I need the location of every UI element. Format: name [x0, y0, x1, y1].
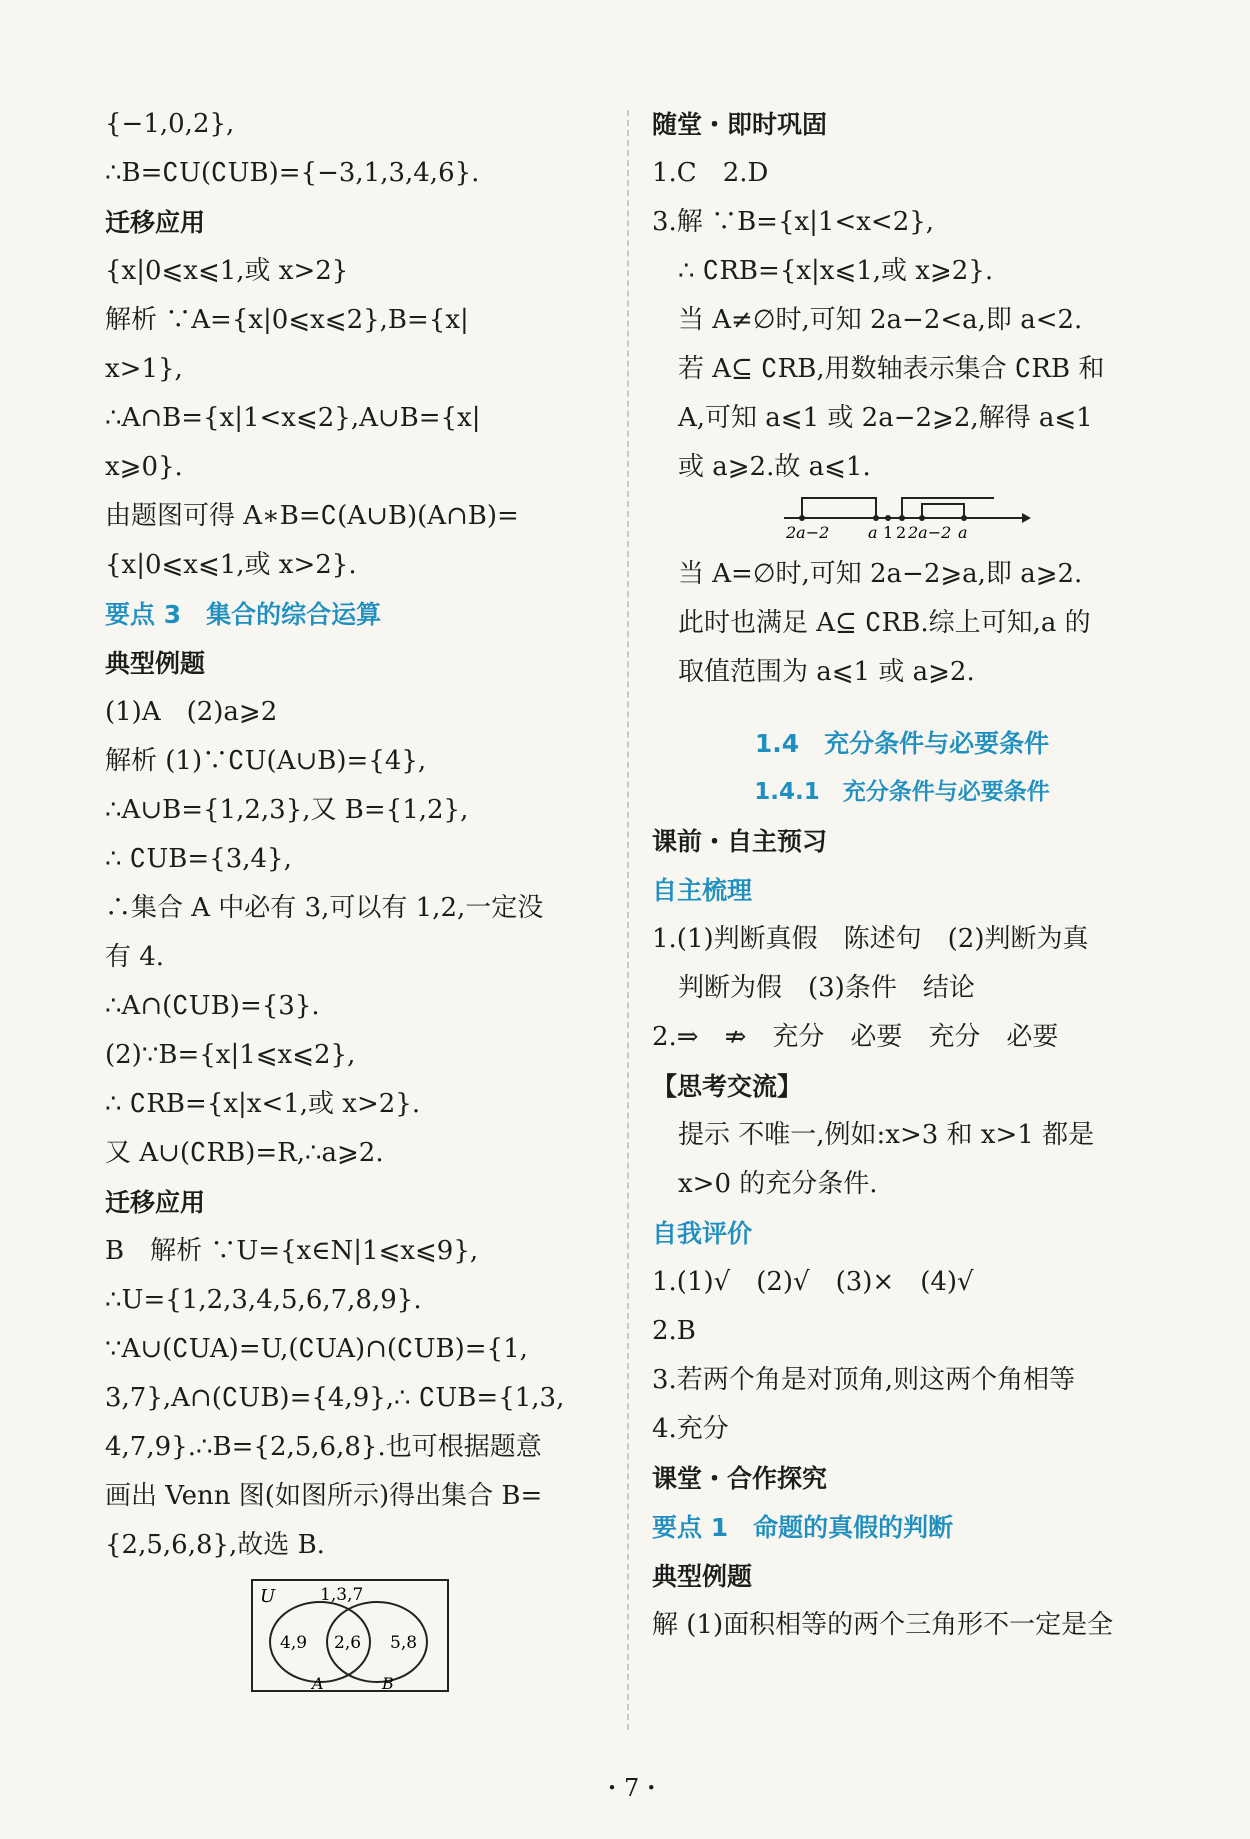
text-line: 由题图可得 A∗B=∁(A∪B)(A∩B)= — [105, 501, 519, 531]
answer-line: 1.C 2.D — [652, 158, 769, 188]
text-line: 解 (1)面积相等的两个三角形不一定是全 — [652, 1610, 1114, 1640]
text-line: 提示 不唯一,例如:x>3 和 x>1 都是 — [678, 1120, 1095, 1150]
tick-label: 2 — [896, 523, 907, 542]
tick-label: 2a−2 — [786, 523, 830, 542]
text-line: ∵A∪(∁UA)=U,(∁UA)∩(∁UB)={1, — [105, 1334, 528, 1364]
tick-label: a — [958, 523, 968, 542]
text-line: ∴A∪B={1,2,3},又 B={1,2}, — [105, 795, 469, 825]
spacer — [652, 697, 1152, 719]
text-line: 画出 Venn 图(如图所示)得出集合 B= — [105, 1481, 543, 1511]
venn-intersection: 2,6 — [334, 1633, 362, 1653]
point-marker — [873, 515, 879, 521]
text-line: ∴集合 A 中必有 3,可以有 1,2,一定没 — [105, 893, 544, 923]
text-line: ∴A∩B={x|1<x⩽2},A∪B={x| — [105, 403, 481, 433]
text-line: 若 A⊆ ∁RB,用数轴表示集合 ∁RB 和 — [678, 354, 1105, 384]
text-line: 1.(1)√ (2)√ (3)× (4)√ — [652, 1267, 974, 1297]
text-line: A,可知 a⩽1 或 2a−2⩾2,解得 a⩽1 — [678, 403, 1093, 433]
column-divider — [627, 110, 630, 1730]
text-line: ∴ ∁RB={x|x<1,或 x>2}. — [105, 1089, 421, 1119]
left-column — [105, 100, 605, 1697]
text-line: 解析 ∵A={x|0⩽x⩽2},B={x| — [105, 305, 469, 335]
tick-label: 1 — [883, 523, 894, 542]
text-line: (2)∵B={x|1⩽x⩽2}, — [105, 1040, 356, 1070]
point-marker — [919, 515, 925, 521]
interval-bracket-inner — [922, 504, 964, 518]
text-line: 当 A≠∅时,可知 2a−2<a,即 a<2. — [678, 305, 1083, 335]
text-line: 3.解 ∵B={x|1<x<2}, — [652, 207, 935, 237]
venn-label-a: A — [312, 1674, 324, 1693]
text-line: ∴U={1,2,3,4,5,6,7,8,9}. — [105, 1285, 422, 1315]
section-heading: 典型例题 — [652, 1562, 753, 1591]
text-line: {2,5,6,8},故选 B. — [105, 1530, 325, 1560]
text-line: ∴A∩(∁UB)={3}. — [105, 991, 320, 1021]
text-line: 取值范围为 a⩽1 或 a⩾2. — [678, 657, 975, 687]
section-heading: 课前・自主预习 — [652, 827, 828, 856]
text-line: 4,7,9}.∴B={2,5,6,8}.也可根据题意 — [105, 1432, 542, 1462]
answer-line: B 解析 ∵U={x∈N|1⩽x⩽9}, — [105, 1236, 479, 1266]
point-marker — [885, 515, 891, 521]
chapter-title: 1.4 充分条件与必要条件 — [754, 729, 1050, 758]
section-heading: 课堂・合作探究 — [652, 1464, 828, 1493]
subsection-title: 1.4.1 充分条件与必要条件 — [754, 779, 1050, 805]
arrow-icon — [1022, 513, 1031, 523]
text-line: 判断为假 (3)条件 结论 — [678, 973, 975, 1003]
subheading: 自我评价 — [652, 1219, 753, 1248]
section-heading: 迁移应用 — [105, 1188, 206, 1217]
tick-label: 2a−2 — [908, 523, 952, 542]
key-point-heading: 要点 3 集合的综合运算 — [105, 600, 382, 629]
interval-bracket-left — [802, 498, 876, 518]
text-line: 3,7},A∩(∁UB)={4,9},∴ ∁UB={1,3, — [105, 1383, 565, 1413]
point-marker — [799, 515, 805, 521]
point-marker — [961, 515, 967, 521]
text-line: 又 A∪(∁RB)=R,∴a⩾2. — [105, 1138, 384, 1168]
text-line: 2.⇒ ⇏ 充分 必要 充分 必要 — [652, 1022, 1059, 1052]
interval-bracket-right — [902, 498, 994, 518]
venn-only-b: 5,8 — [390, 1633, 418, 1653]
text-line: 有 4. — [105, 942, 165, 972]
right-column — [652, 100, 1152, 1650]
text-line: x>0 的充分条件. — [678, 1169, 878, 1199]
number-line-diagram — [782, 494, 1032, 542]
text-line: 1.(1)判断真假 陈述句 (2)判断为真 — [652, 924, 1089, 954]
section-heading: 迁移应用 — [105, 208, 206, 237]
text-line: ∴ ∁RB={x|x⩽1,或 x⩾2}. — [678, 256, 994, 286]
venn-label-b: B — [382, 1674, 394, 1693]
discussion-heading: 【思考交流】 — [652, 1072, 803, 1101]
point-marker — [899, 515, 905, 521]
subheading: 自主梳理 — [652, 876, 753, 905]
section-heading: 随堂・即时巩固 — [652, 110, 828, 139]
section-heading: 典型例题 — [105, 649, 206, 678]
text-line: 解析 (1)∵∁U(A∪B)={4}, — [105, 746, 427, 776]
text-line: 4.充分 — [652, 1414, 729, 1444]
key-point-heading: 要点 1 命题的真假的判断 — [652, 1513, 954, 1542]
venn-label-u: U — [260, 1586, 276, 1607]
text-line: 或 a⩾2.故 a⩽1. — [678, 452, 871, 482]
venn-diagram — [250, 1578, 450, 1693]
text-line: {x|0⩽x⩽1,或 x>2}. — [105, 550, 357, 580]
tick-label: a — [868, 523, 878, 542]
text-line: {−1,0,2}, — [105, 109, 235, 139]
text-line: 此时也满足 A⊆ ∁RB.综上可知,a 的 — [678, 608, 1091, 638]
text-line: ∴ ∁UB={3,4}, — [105, 844, 292, 874]
answer-line: (1)A (2)a⩾2 — [105, 697, 278, 727]
page-number: ・7・ — [600, 1774, 664, 1802]
answer-line: {x|0⩽x⩽1,或 x>2} — [105, 256, 349, 286]
text-line: 当 A=∅时,可知 2a−2⩾a,即 a⩾2. — [678, 559, 1083, 589]
text-line: x⩾0}. — [105, 452, 183, 482]
venn-outside-values: 1,3,7 — [320, 1585, 364, 1605]
text-line: 2.B — [652, 1316, 696, 1346]
text-line: x>1}, — [105, 354, 183, 384]
venn-only-a: 4,9 — [280, 1633, 308, 1653]
text-line: ∴B=∁U(∁UB)={−3,1,3,4,6}. — [105, 158, 480, 188]
text-line: 3.若两个角是对顶角,则这两个角相等 — [652, 1365, 1076, 1395]
